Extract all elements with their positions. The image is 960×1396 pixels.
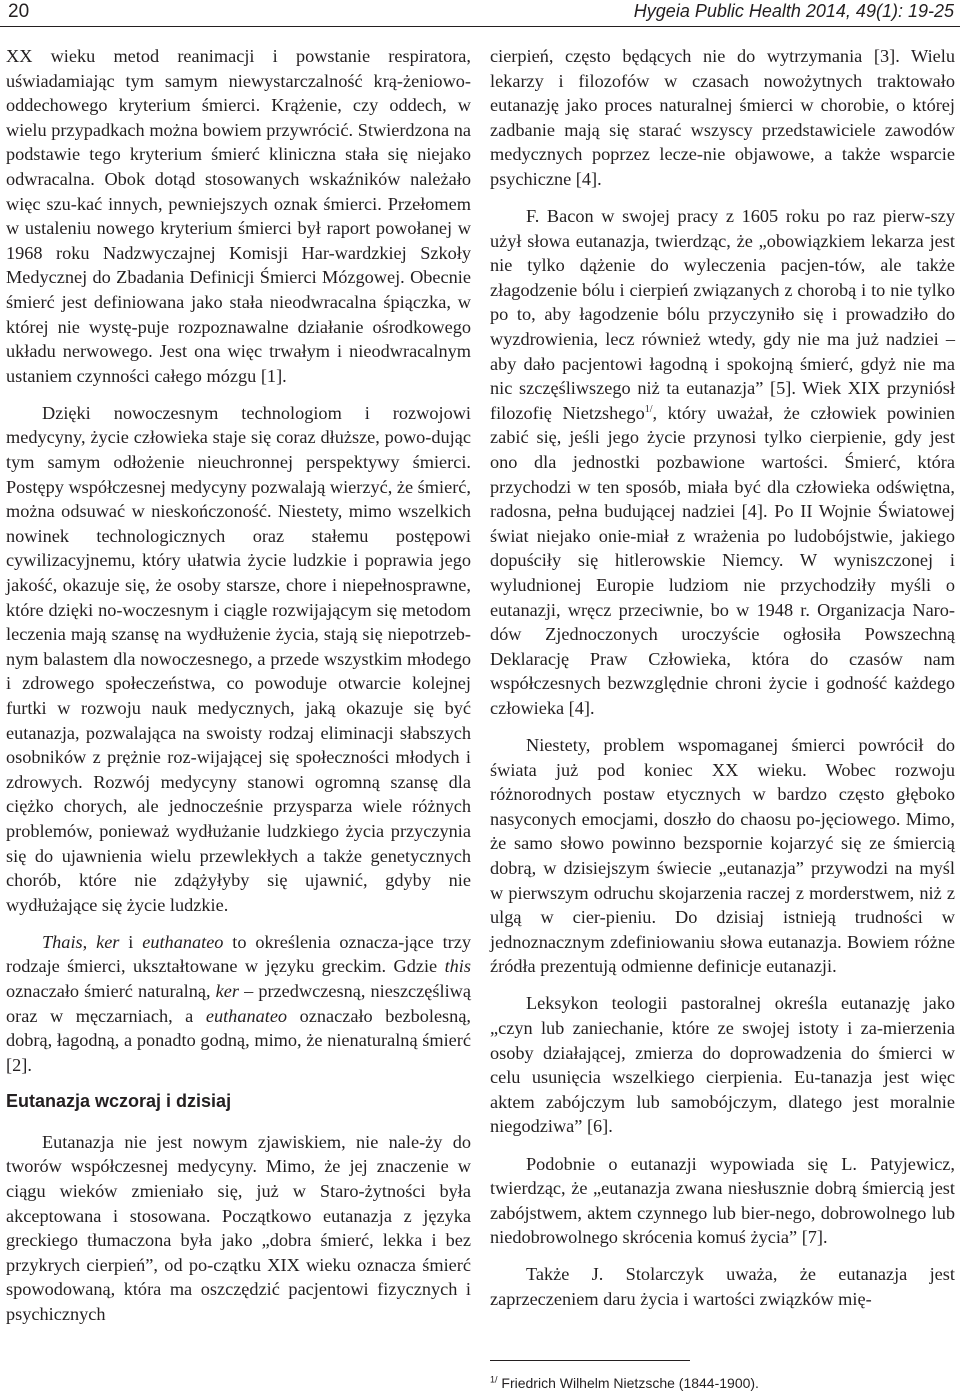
- greek-term: euthanateo: [205, 1005, 288, 1026]
- footnote: [490, 1374, 759, 1392]
- greek-term: euthanateo: [142, 931, 224, 952]
- paragraph: XX wieku metod reanimacji i powstanie respiratora, uświadamiając tym samym niewystarczalność krą-żeniowo-oddechowego kryterium śmierci. Krążenie, czy oddech, w wielu przypadkach można bowiem przywrócić. Stwierdzona na podstawie tego kryterium śmierć kliniczna stała się niejako odwracalna. Obok dotąd stosowanych wskaźników należało więc szu-kać innych, pewniejszych oznak śmierci. Przełomem w ustaleniu nowego kryterium śmierci był raport powołanej w 1968 roku Nadzwyczajnej Komisji Har-wardzkiej Szkoły Medycznej do Zbadania Definicji Śmierci Mózgowej. Obecnie śmierć jest definiowana jako stała nieodwracalna śpiączka, w której nie wystę-puje rozpoznawalne działanie ośrodkowego układu nerwowego. Jest ona więc trwałym i nieodwracalnym ustaniem czynności całego mózgu [1].: [6, 46, 471, 386]
- paragraph: [490, 204, 955, 720]
- greek-term: Thais: [42, 931, 83, 952]
- paragraph: Dzięki nowoczesnym technologiom i rozwojowi medycyny, życie człowieka staje się coraz dłuższe, powo-dując tym samym odłożenie nieuchronnej perspektywy śmierci. Postępy współczesnej medycyny pozwalają wierzyć, że śmierć, można odsuwać w nieskończoność. Niestety, mimo wszelkich nowinek technologicznych oraz stałemu postępowi cywilizacyjnemu, który ułatwia życie ludzkie i poprawia jego jakość, okazuje się, że osoby starsze, chore i niepełnosprawne, które dzięki no-woczesnym i ciągle rozwijającym się metodom leczenia mają szansę na wydłużenie życia, stają się niepotrzeb-nym balastem dla nowoczesnego, a przede wszystkim młodego i zdrowego społeczeństwa, co powoduje otwarcie kolejnej furtki w rozwoju nauk medycznych, jaką okazuje się być eutanazja, pozwalająca na swoisty rodzaj eliminacji słabszych osobników z prężnie roz-wijającej się społeczności młodych i zdrowych. Rozwój medycyny stanowi ogromną szansę dla ciężko chorych, ale jednocześnie przysparza wiele różnych problemów, ponieważ wydłużanie ludzkiego życia przyczynia się do ujawnienia wielu przewlekłych a także genetycznych chorób, które nie zdążyłyby się ujawnić, gdyby nie wydłużające się życie ludzkie.: [6, 402, 471, 915]
- page-number: 20: [8, 1, 30, 22]
- journal-citation: Hygeia Public Health 2014, 49(1): 19-25: [633, 1, 954, 21]
- greek-term: this: [444, 956, 471, 977]
- paragraph: Eutanazja nie jest nowym zjawiskiem, nie nale-ży do tworów współczesnej medycyny. Mimo, że jej znaczenie w ciągu wieków zmieniało się, już w Staro-żytności była akceptowana i stosowana. Początkowo eutanazja z języka greckiego tłumaczona była jako „dobra śmierć, lekka i bez przykrych cierpień”, od po-czątku XIX wieku oznacza śmierć spowodowaną, która ma oszczędzić pacjentowi fizycznych i psychicznych: [6, 1131, 471, 1324]
- text-run: – przedwczesną, nieszczęśliwą oraz w męczarniach, a: [6, 980, 471, 1026]
- section-heading: Eutanazja wczoraj i dzisiaj: [6, 1090, 232, 1111]
- left-column: [6, 44, 471, 1327]
- footnote-marker: 1/: [490, 1374, 498, 1385]
- greek-term: ker: [96, 931, 120, 952]
- paragraph: Także J. Stolarczyk uważa, że eutanazja jest zaprzeczeniem daru życia i wartości związków mię-: [490, 1264, 955, 1309]
- greek-term: ker: [215, 980, 239, 1001]
- footnote-text: Friedrich Wilhelm Nietzsche (1844-1900).: [501, 1375, 759, 1391]
- text-run: oznaczało bezbolesną, dobrą, łagodną, a ponadto godną, mimo, że nienaturalną śmierć [2].: [6, 1005, 471, 1075]
- text-run: to określenia oznacza-jące trzy rodzaje śmierci, ukształtowane w języku greckim. Gdzie: [6, 931, 471, 977]
- right-column: [490, 44, 955, 1312]
- paragraph: Leksykon teologii pastoralnej określa eutanazję jako „czyn lub zaniechanie, które ze swojej istoty i za-mierzenia osoby działającej, zmierza do doprowadzenia do śmierci w celu usunięcia wszelkiego cierpienia. Eu-tanazja jest więc aktem zabójczym lub samobójczym, dlatego jest moralnie niegodziwa” [6].: [490, 993, 955, 1137]
- page-header: [0, 0, 960, 30]
- text-run: F. Bacon w swojej pracy z 1605 roku po raz pierw-szy użył słowa eutanazja, twierdząc, że „obowiązkiem lekarza jest nie tylko dążenie do wyleczenia pacjen-tów, ale także złagodzenie bólu i cierpień związanych z chorobą i to nie tylko po to, aby łagodzenie bólu przyczyniło się i prowadziło do wyzdrowienia, lecz również wtedy, gdy nie ma już nadziei – aby dało pacjentowi łagodną i spokojną śmierć, gdyż nie ma nic szczęśliwszego niż ta eutanazja” [5]. Wiek XIX przyniósł filozofię Nietzshego: [490, 206, 955, 423]
- footnote-ref[interactable]: 1/: [644, 403, 653, 415]
- footnote-rule: [490, 1360, 690, 1361]
- text-run: oznaczało śmierć naturalną,: [6, 980, 216, 1001]
- header-rule: [0, 26, 960, 27]
- text-run: i: [119, 931, 143, 952]
- paragraph: Niestety, problem wspomaganej śmierci powrócił do świata już pod koniec XX wieku. Wobec rozwoju różnorodnych postaw etycznych w bardzo często głęboko nasyconych emocjami, doszło do chaosu po-jęciowego. Mimo, że samo słowo powinno bezspornie kojarzyć się ze śmiercią dobrą, w dzisiejszym świecie „eutanazja” przywodzi na myśl w pierwszym odruchu skojarzenia raczej z morderstwem, niż z ulgą w cier-pieniu. Do dzisiaj istnieją trudności w jednoznacznym zdefiniowaniu słowa eutanazja. Bowiem różne źródła prezentują odmienne definicje eutanazji.: [490, 735, 955, 977]
- paragraph: [6, 930, 471, 1078]
- text-run: ,: [82, 931, 97, 952]
- paragraph: cierpień, często będących nie do wytrzymania [3]. Wielu lekarzy i filozofów w czasach nowożytnych traktowało eutanazję jako proces naturalnej śmierci w chorobie, o której zadbanie mają się starać wszyscy przedstawiciele zawodów medycznych poprzez lecze-nie objawowe, a także wsparcie psychiczne [4].: [490, 46, 955, 189]
- text-run: , który uważał, że człowiek powinien zabić się, jeśli jego życie przynosi tylko cierpienie, gdy jest ono dla jednostki pozbawione wartości. Śmierć, która przychodzi w ten sposób, miała być dla człowieka odświętna, radosna, pełna budującej nadziei [4]. Po II Wojnie Światowej świat niejako onie-miał z wrażenia po ludobójstwie, jakiego dopuściły się hitlerowskie Niemcy. W wyniszczonej i wyludnionej Europie ludziom nie przychodziły myśli o eutanazji, wręcz przeciwnie, bo w 1948 r. Organizacja Naro-dów Zjednoczonych uroczyście ogłosiła Powszechną Deklarację Praw Człowieka, która do czasów nam współczesnych bezwzględnie chroni życie i godność każdego człowieka [4].: [490, 402, 955, 718]
- paragraph: Podobnie o eutanazji wypowiada się L. Patyjewicz, twierdząc, że „eutanazja zwana niesłusznie dobrą śmiercią jest zabójstwem, aktem czynnego lub bier-nego, dobrowolnego lub niedobrowolnego skrócenia komuś życia” [7].: [490, 1153, 955, 1248]
